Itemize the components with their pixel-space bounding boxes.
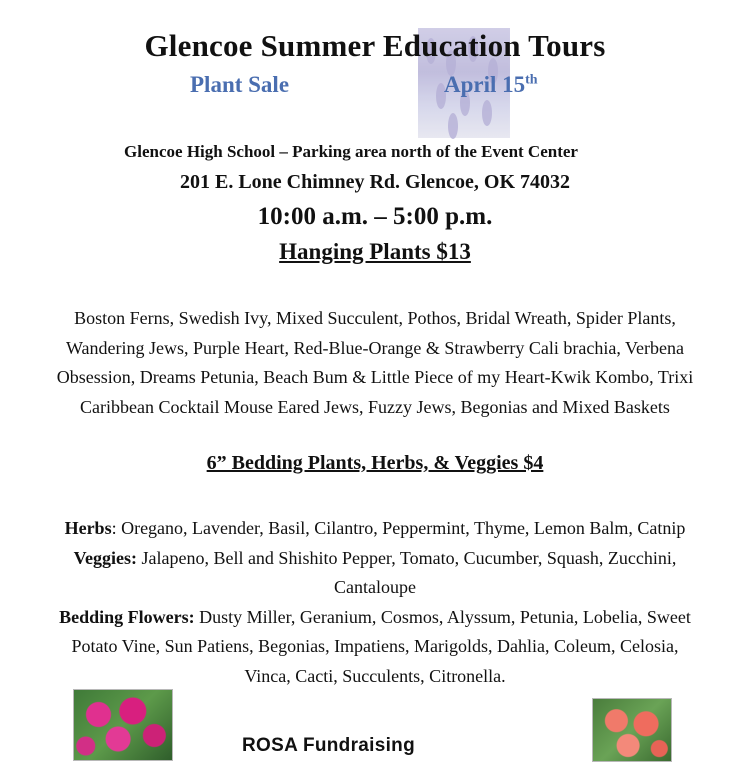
hanging-plants-heading: Hanging Plants $13 [279,239,471,264]
begonia-photo [592,698,672,762]
sale-date-suffix: th [525,72,538,88]
hanging-line: Obsession, Dreams Petunia, Beach Bum & Little Piece of my Heart-Kwik Kombo, Trixi [56,367,694,387]
herbs-label: Herbs [64,518,112,538]
footer-org: ROSA Fundraising [242,735,415,756]
flowers-line [18,603,732,633]
sale-date [444,72,538,98]
veggies-label: Veggies: [73,547,137,568]
bedding-lists [18,514,732,691]
veggies-line-2: Cantaloupe [334,577,416,597]
flowers-line-3: Vinca, Cacti, Succulents, Citronella. [244,665,506,686]
herbs-text: : Oregano, Lavender, Basil, Cilantro, Peppermint, Thyme, Lemon Balm, Catnip [111,518,686,538]
event-hours: 10:00 a.m. – 5:00 p.m. [257,203,493,230]
veggies-text: Jalapeno, Bell and Shishito Pepper, Tomato, Cucumber, Squash, Zucchini, [136,547,677,568]
hanging-line: Boston Ferns, Swedish Ivy, Mixed Succulent, Pothos, Bridal Wreath, Spider Plants, [74,308,676,328]
hanging-line: Wandering Jews, Purple Heart, Red-Blue-Orange & Strawberry Cali brachia, Verbena [65,337,684,358]
sale-date-text: April 15 [444,72,526,97]
hanging-plants-list [20,304,730,422]
impatiens-photo [73,689,173,761]
veggies-line [18,544,732,574]
herbs-line [18,514,732,544]
event-address: 201 E. Lone Chimney Rd. Glencoe, OK 74032 [179,171,570,193]
page-title: Glencoe Summer Education Tours [144,28,606,63]
flowers-text: Dusty Miller, Geranium, Cosmos, Alyssum, Petunia, Lobelia, Sweet [194,606,691,627]
event-location: Glencoe High School – Parking area north of the Event Center [124,142,578,161]
plant-sale-label: Plant Sale [190,72,290,97]
flowers-line-2: Potato Vine, Sun Patiens, Begonias, Impatiens, Marigolds, Dahlia, Coleum, Celosia, [71,636,679,656]
bedding-plants-heading: 6” Bedding Plants, Herbs, & Veggies $4 [206,452,544,474]
flowers-label: Bedding Flowers: [59,606,195,627]
hanging-line: Caribbean Cocktail Mouse Eared Jews, Fuzzy Jews, Begonias and Mixed Baskets [80,396,670,417]
